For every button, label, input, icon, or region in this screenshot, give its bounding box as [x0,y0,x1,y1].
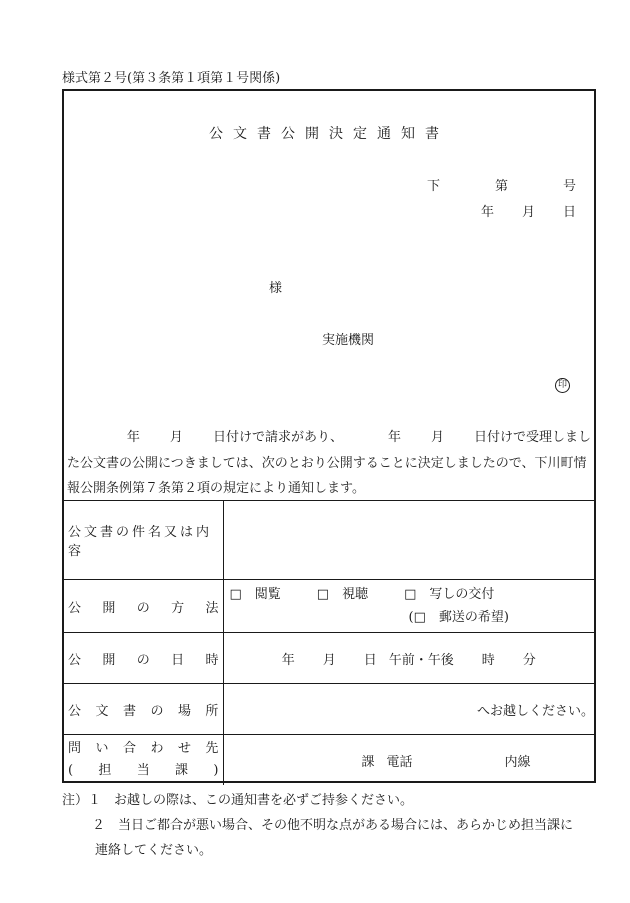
place-label-cell [64,684,223,735]
contact-label-line-1: 問 い 合 わ せ 先 [68,741,219,756]
dt-year-unit: 年 [281,652,295,668]
checkbox-view-option[interactable]: □ 閲覧 [229,586,281,602]
subject-label-cell [64,501,223,580]
body-line-1 [67,425,591,451]
method-value-cell [223,580,594,633]
contact-label-line-2: ( 担 当 課 ) [68,763,219,778]
dt-ampm: 午前・午後 [388,652,454,668]
method-options [224,585,595,605]
date-month-unit: 月 [521,205,535,220]
dt-day-unit: 日 [363,652,377,668]
addressee-honorific: 様 [269,281,283,296]
dt-month-unit: 月 [322,652,336,668]
receipt-month-unit: 月 [430,430,444,445]
request-day-text: 日付けで請求があり、 [212,430,343,445]
request-year-unit: 年 [126,430,140,445]
contact-phone-label: 電話 [386,754,413,770]
note-1: 注）１ お越しの際は、この通知書を必ずご持参ください。 [62,793,414,808]
contact-value [224,751,595,770]
place-label: 公 文 書 の 場 所 [68,703,219,719]
subject-label: 公文書の件名又は内容 [68,525,213,559]
document-title: 公文書公開決定通知書 [209,126,449,142]
checkbox-listen-option[interactable]: □ 視聴 [316,586,369,602]
doc-number-prefix: 下 [426,179,440,194]
dt-minute-unit: 分 [522,652,536,668]
note-2-continued: 連絡してください。 [95,843,213,858]
notice-body [64,425,594,502]
method-label: 公 開 の 方 法 [68,600,219,616]
contact-value-cell [223,735,594,786]
place-value: へお越しください。 [476,703,594,719]
note-2: ２ 当日ご都合が悪い場合、その他不明な点がある場合には、あらかじめ担当課に [92,818,574,833]
checkbox-postal-option[interactable]: (□ 郵送の希望) [408,609,509,625]
row-contact [64,735,594,786]
seal-mark: 印 [555,378,570,393]
contact-extension-label: 内線 [504,754,531,770]
body-line-3: 報公開条例第７条第２項の規定により通知します。 [67,481,365,496]
contact-label-cell [64,735,223,786]
row-method [64,580,594,633]
document-number [427,175,576,194]
row-datetime [64,633,594,684]
datetime-label: 公 開 の 日 時 [68,652,219,668]
details-table [64,500,594,785]
receipt-year-unit: 年 [387,430,401,445]
contact-section-unit: 課 [361,754,375,770]
method-label-cell [64,580,223,633]
dt-hour-unit: 時 [481,652,495,668]
doc-number-suffix: 号 [562,179,576,194]
checkbox-copy-option[interactable]: □ 写しの交付 [404,586,495,602]
row-subject [64,501,594,580]
row-place [64,684,594,735]
receipt-day-text: 日付けで受理しまし [473,430,591,445]
date-year-unit: 年 [480,205,494,220]
request-month-unit: 月 [169,430,183,445]
document-date [481,201,576,220]
subject-value-cell [223,501,594,580]
datetime-label-cell [64,633,223,684]
notice-frame [62,89,596,783]
form-number-label: 様式第２号(第３条第１項第１号関係) [62,71,281,86]
doc-number-mid: 第 [494,179,508,194]
place-value-cell [223,684,594,735]
issuing-agency: 実施機関 [322,333,375,348]
body-line-2: た公文書の公開につきましては、次のとおり公開することに決定しましたので、下川町情 [67,455,587,471]
datetime-value-cell [223,633,594,684]
notes [62,788,573,863]
date-day-unit: 日 [562,205,576,220]
